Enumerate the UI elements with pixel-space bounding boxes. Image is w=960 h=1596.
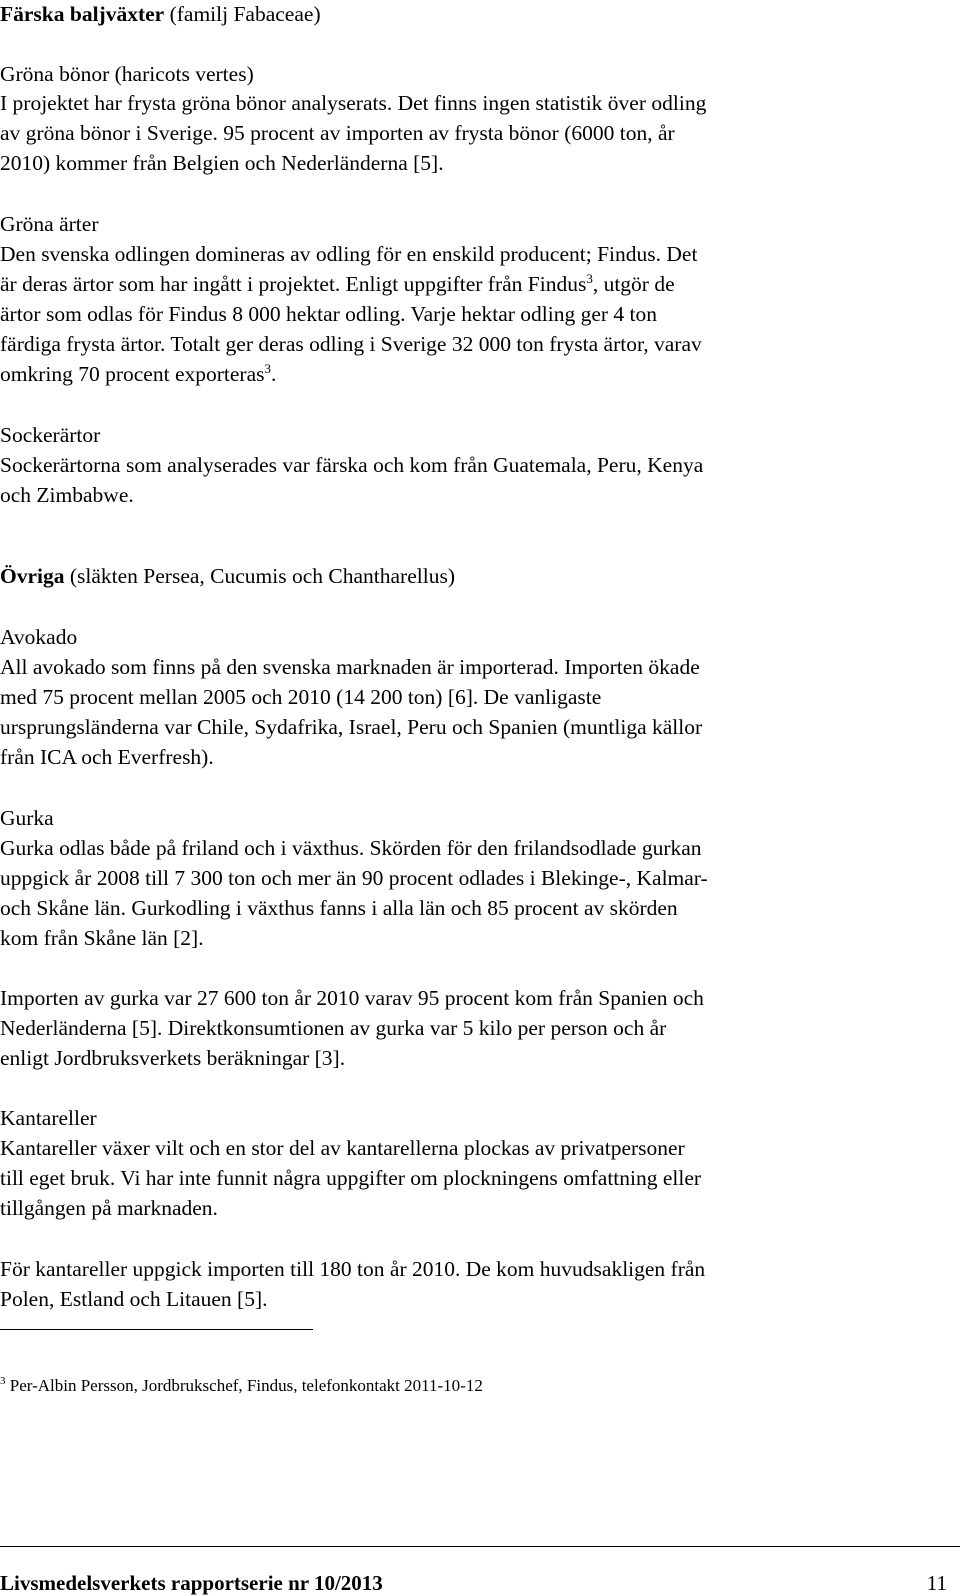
paragraph-line: ärtor som odlas för Findus 8 000 hektar odling. Varje hektar odling ger 4 ton <box>0 302 658 326</box>
footnote-reference: 3 <box>264 361 271 376</box>
subheading-avocado: Avokado <box>0 625 78 649</box>
section-heading-other <box>0 563 455 589</box>
footer-divider <box>0 1546 960 1547</box>
footnote-reference: 3 <box>586 271 593 286</box>
text-run: , utgör de <box>592 272 675 296</box>
footnote-separator <box>0 1329 313 1330</box>
paragraph-line: av gröna bönor i Sverige. 95 procent av importen av frysta bönor (6000 ton, år <box>0 121 675 145</box>
subheading-cucumber: Gurka <box>0 806 54 830</box>
paragraph-line: Nederländerna [5]. Direktkonsumtionen av gurka var 5 kilo per person och år <box>0 1016 667 1040</box>
section-heading-bold: Färska baljväxter <box>0 2 165 26</box>
page-number: 11 <box>926 1571 947 1595</box>
paragraph-line: enligt Jordbruksverkets beräkningar [3]. <box>0 1046 346 1070</box>
paragraph-line: kom från Skåne län [2]. <box>0 926 204 950</box>
footnote-marker: 3 <box>0 1375 6 1387</box>
paragraph-line: Gurka odlas både på friland och i växthus. Skörden för den frilandsodlade gurkan <box>0 836 702 860</box>
section-heading-rest: (släkten Persea, Cucumis och Chantharellus) <box>64 564 455 588</box>
paragraph-line: och Skåne län. Gurkodling i växthus fanns i alla län och 85 procent av skörden <box>0 896 678 920</box>
paragraph-line <box>0 361 276 387</box>
paragraph-line: För kantareller uppgick importen till 180 ton år 2010. De kom huvudsakligen från <box>0 1257 706 1281</box>
section-heading-rest: (familj Fabaceae) <box>164 2 321 26</box>
subheading-beans: Gröna bönor (haricots vertes) <box>0 62 254 86</box>
paragraph-line: till eget bruk. Vi har inte funnit några uppgifter om plockningens omfattning eller <box>0 1166 702 1190</box>
paragraph-line: uppgick år 2008 till 7 300 ton och mer än 90 procent odlades i Blekinge-, Kalmar- <box>0 866 708 890</box>
footer-series: Livsmedelsverkets rapportserie nr 10/2013 <box>0 1571 383 1595</box>
paragraph-line: All avokado som finns på den svenska marknaden är importerad. Importen ökade <box>0 655 700 679</box>
paragraph-line: ursprungsländerna var Chile, Sydafrika, Israel, Peru och Spanien (muntliga källor <box>0 715 703 739</box>
paragraph-line: och Zimbabwe. <box>0 483 134 507</box>
paragraph-line: I projektet har frysta gröna bönor analyserats. Det finns ingen statistik över odling <box>0 91 707 115</box>
section-heading-fabaceae <box>0 1 321 27</box>
subheading-chanterelles: Kantareller <box>0 1106 97 1130</box>
paragraph-line: 2010) kommer från Belgien och Nederländerna [5]. <box>0 151 444 175</box>
paragraph-line: färdiga frysta ärtor. Totalt ger deras odling i Sverige 32 000 ton frysta ärtor, varav <box>0 332 702 356</box>
paragraph-line <box>0 271 675 297</box>
paragraph-line: tillgången på marknaden. <box>0 1196 218 1220</box>
text-run: är deras ärtor som har ingått i projektet. Enligt uppgifter från Findus <box>0 272 587 296</box>
subheading-peas: Gröna ärter <box>0 212 99 236</box>
paragraph-line: Den svenska odlingen domineras av odling för en enskild producent; Findus. Det <box>0 242 698 266</box>
paragraph-line: Importen av gurka var 27 600 ton år 2010 varav 95 procent kom från Spanien och <box>0 986 704 1010</box>
subheading-sugar-peas: Sockerärtor <box>0 423 101 447</box>
section-heading-bold: Övriga <box>0 564 65 588</box>
paragraph-line: från ICA och Everfresh). <box>0 745 214 769</box>
text-run: omkring 70 procent exporteras <box>0 362 265 386</box>
paragraph-line: med 75 procent mellan 2005 och 2010 (14 200 ton) [6]. De vanligaste <box>0 685 602 709</box>
paragraph-line: Sockerärtorna som analyserades var färska och kom från Guatemala, Peru, Kenya <box>0 453 704 477</box>
footnote-text: Per-Albin Persson, Jordbrukschef, Findus, telefonkontakt 2011-10-12 <box>5 1376 483 1395</box>
paragraph-line: Kantareller växer vilt och en stor del av kantarellerna plockas av privatpersoner <box>0 1136 685 1160</box>
text-run: . <box>271 362 277 386</box>
paragraph-line: Polen, Estland och Litauen [5]. <box>0 1287 268 1311</box>
footnote <box>0 1375 483 1397</box>
